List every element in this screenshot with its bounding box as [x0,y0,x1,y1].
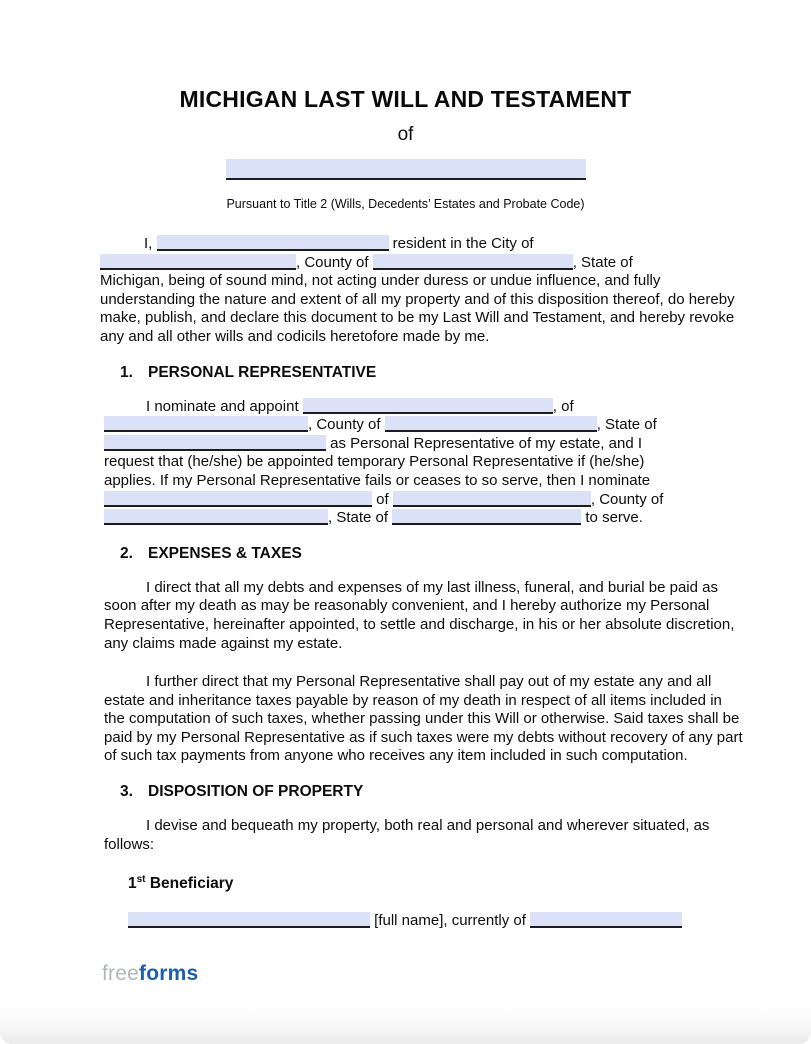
section-3-number: 3. [120,783,133,801]
fill-in-blank[interactable] [303,398,553,414]
freeforms-logo [102,962,198,986]
section-3-title: DISPOSITION OF PROPERTY [148,783,364,801]
personal-representative-paragraph: I nominate and appoint , of , County of , State of as Personal Representative of my estate, and I request that (he/she) be appointed temporary Personal Representative if (he/she) applies. If my Personal Representative fails or ceases to so serve, then I nominate of , County of , State of to serve. [104,397,664,527]
fill-in-blank[interactable] [104,435,326,451]
section-2-title: EXPENSES & TAXES [148,544,302,562]
beneficiary-fill-line: [full name], currently of [128,912,748,931]
fill-in-blank[interactable] [128,912,370,928]
fill-in-blank[interactable] [385,416,597,432]
section-1-number: 1. [120,363,133,381]
fill-in-blank[interactable] [104,509,328,525]
section-3-heading [120,783,741,801]
section-2-number: 2. [120,544,133,562]
expenses-paragraph-1: I direct that all my debts and expenses of my last illness, funeral, and burial be paid as soon after my death as may be reasonably convenient, and I hereby authorize my Personal Representative, hereinafter appointed, to settle and discharge, in his or her absolute discretion, any claims made against my estate. [104,578,735,652]
testator-name-blank-row [0,159,811,180]
section-2-heading [120,545,741,563]
expenses-paragraph-2: I further direct that my Personal Representative shall pay out of my estate any and all estate and inheritance taxes payable by reason of my death in respect of all items included in the computation of such taxes, whether passing under this Will or otherwise. Said taxes shall be paid by my Personal Representative as if such taxes were my debts without recovery of any part of such tax payments from anyone who receives any item included in such computation. [104,673,743,765]
logo-free-text: free [102,962,139,985]
pursuant-line: Pursuant to Title 2 (Wills, Decedents’ Estates and Probate Code) [226,197,585,211]
fill-in-blank[interactable] [226,159,586,180]
section-1-heading [120,364,741,382]
fill-in-blank[interactable] [530,912,682,928]
fill-in-blank[interactable] [157,235,389,251]
logo-forms-text: forms [139,962,199,985]
fill-in-blank[interactable] [373,254,573,270]
first-beneficiary-subheading: 1st Beneficiary [128,874,234,893]
fill-in-blank[interactable] [104,491,372,507]
section-1-title: PERSONAL REPRESENTATIVE [148,363,377,381]
fill-in-blank[interactable] [392,509,581,525]
disposition-paragraph: I devise and bequeath my property, both real and personal and wherever situated, as follows: [104,817,710,853]
document-title: MICHIGAN LAST WILL AND TESTAMENT [179,86,632,112]
fill-in-blank[interactable] [100,254,296,270]
ordinal-suffix: st [136,874,146,886]
fill-in-blank[interactable] [104,416,308,432]
page-bottom-shadow [0,1006,811,1044]
fill-in-blank[interactable] [393,491,591,507]
opening-paragraph: I, resident in the City of , County of , State of Michigan, being of sound mind, not acting under duress or undue influence, and fully understanding the nature and extent of all my property and of this disposition thereof, do hereby make, publish, and declare this document to be my Last Will and Testament, and hereby revoke any and all other wills and codicils heretofore made by me. [100,235,735,345]
title-of-label: of [397,124,414,145]
